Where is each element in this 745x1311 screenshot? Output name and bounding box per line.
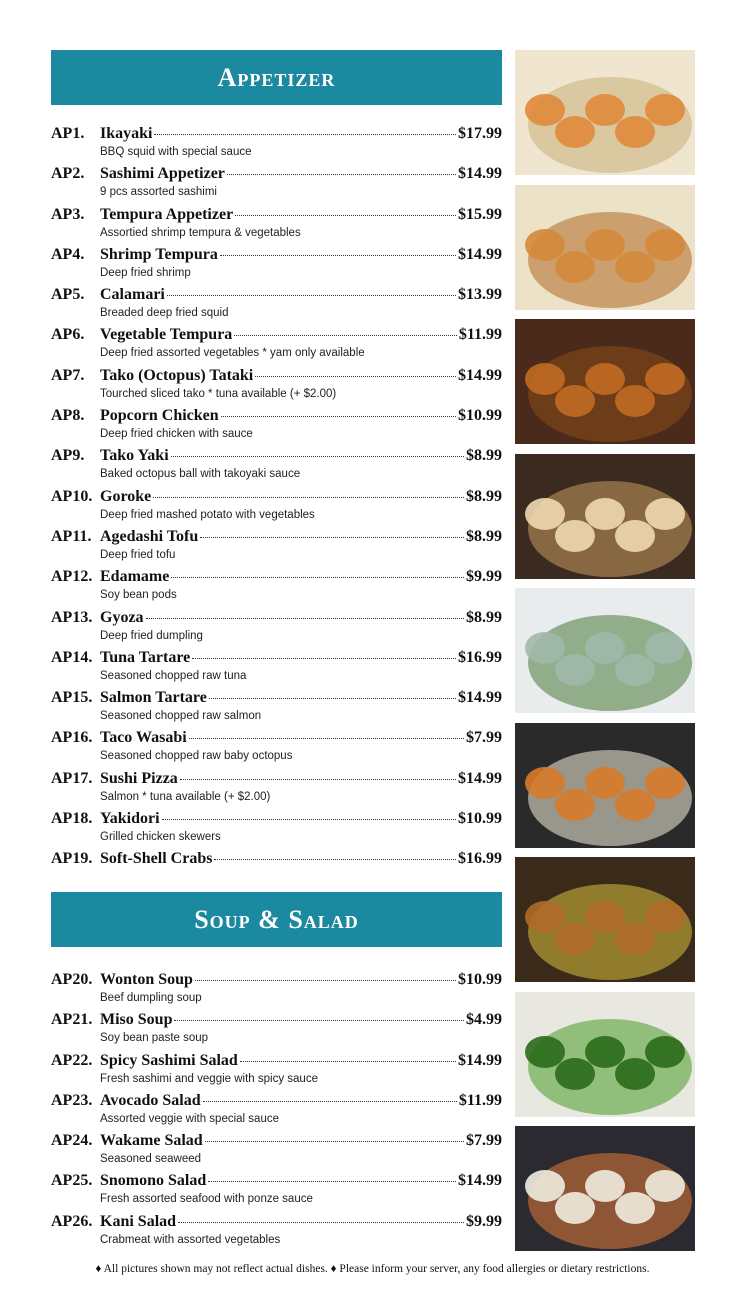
item-name: Edamame [100,568,170,586]
item-price: $8.99 [466,487,502,505]
menu-item-line [51,1212,502,1232]
item-name: Sushi Pizza [100,769,178,787]
menu-item-line [51,1131,502,1151]
item-description: Seasoned chopped raw baby octopus [100,750,293,763]
section-title-soup-salad: Soup & Salad [194,904,359,934]
dot-leader [205,1140,464,1142]
menu-item [51,1171,502,1211]
menu-item-line [51,366,502,386]
item-description: BBQ squid with special sauce [100,146,252,158]
appetizer-list [51,124,502,890]
menu-item [51,567,502,607]
item-price: $15.99 [458,205,502,223]
item-code: AP23. [51,1091,93,1109]
dot-leader [171,576,464,578]
item-description: Fresh sashimi and veggie with spicy sauce [100,1072,318,1085]
menu-item [51,809,502,849]
item-code: AP18. [51,810,93,828]
dot-leader [167,294,456,296]
item-price: $7.99 [466,729,502,747]
item-price: $14.99 [458,245,502,263]
item-price: $14.99 [458,769,502,787]
dot-leader [153,496,464,498]
item-code: AP12. [51,568,93,586]
item-price: $8.99 [466,608,502,626]
item-code: AP21. [51,1011,93,1029]
octopus-salad-photo-icon [515,588,695,713]
item-name: Soft-Shell Crabs [100,850,213,868]
dot-leader [209,697,456,699]
item-name: Salmon Tartare [100,689,207,707]
dot-leader [208,1180,456,1182]
item-name: Popcorn Chicken [100,407,219,425]
menu-item-line [51,406,502,426]
menu-item-line [51,567,502,587]
footer-note: ♦ All pictures shown may not reflect actual dishes. ♦ Please inform your server, any food allergies or dietary restrictions. [95,1263,650,1275]
menu-item-line [51,1171,502,1191]
menu-item [51,366,502,406]
menu-item [51,849,502,889]
item-code: AP3. [51,205,85,223]
dot-leader [200,536,464,538]
item-code: AP22. [51,1051,93,1069]
item-description: Seasoned seaweed [100,1153,202,1166]
soup-salad-list [51,970,502,1252]
dot-leader [171,455,464,457]
item-name: Tempura Appetizer [100,205,234,223]
item-name: Avocado Salad [100,1091,201,1109]
dot-leader [178,1221,464,1223]
dot-leader [174,1019,464,1021]
item-code: AP11. [51,527,92,545]
dot-leader [220,254,456,256]
item-price: $8.99 [466,527,502,545]
item-description: Beef dumpling soup [100,992,202,1004]
menu-item [51,124,502,164]
item-code: AP9. [51,447,85,465]
menu-item [51,205,502,245]
item-code: AP26. [51,1212,93,1230]
item-description: Assortied shrimp tempura & vegetables [100,226,301,239]
item-description: Breaded deep fried squid [100,307,229,320]
item-name: Ikayaki [100,125,153,142]
dot-leader [235,214,456,216]
item-price: $14.99 [458,689,502,707]
item-code: AP10. [51,487,93,505]
item-code: AP25. [51,1172,93,1190]
item-price: $14.99 [458,165,502,183]
menu-item [51,1091,502,1131]
item-description: Baked octopus ball with takoyaki sauce [100,468,301,481]
section-title-appetizer: Appetizer [217,62,336,92]
menu-item [51,406,502,446]
item-price: $11.99 [458,1091,502,1109]
dot-leader [154,133,456,135]
menu-item [51,487,502,527]
menu-item-line [51,446,502,466]
item-price: $9.99 [466,1212,502,1230]
menu-item [51,164,502,204]
item-price: $4.99 [466,1011,502,1029]
menu-item-line [51,124,502,144]
item-code: AP24. [51,1132,93,1150]
item-code: AP2. [51,165,85,183]
menu-item-line [51,285,502,305]
dot-leader [221,415,456,417]
item-code: AP4. [51,245,85,263]
item-price: $14.99 [458,1051,502,1069]
item-name: Sashimi Appetizer [100,165,225,183]
menu-item-line [51,1091,502,1111]
dot-leader [240,1060,456,1062]
dot-leader [234,334,457,336]
menu-item-line [51,648,502,668]
item-code: AP1. [51,125,85,142]
appetizer-banner [51,50,502,105]
menu-item [51,1010,502,1050]
item-code: AP15. [51,689,93,707]
item-name: Agedashi Tofu [100,527,199,545]
item-description: Deep fried assorted vegetables * yam only available [100,347,365,360]
item-description: Deep fried dumpling [100,629,203,642]
menu-item-line [51,728,502,748]
item-name: Taco Wasabi [100,729,187,747]
item-price: $11.99 [458,326,502,344]
chicken-skewer-photo-icon [515,857,695,982]
item-code: AP17. [51,769,93,787]
gyoza-photo-icon [515,454,695,579]
menu-item-line [51,164,502,184]
menu-item-line [51,325,502,345]
menu-item-line [51,487,502,507]
item-code: AP7. [51,366,85,384]
dot-leader [227,173,456,175]
item-description: Soy bean pods [100,589,177,602]
menu-item [51,608,502,648]
tempura-photo-icon [515,50,695,175]
menu-item-line [51,849,502,869]
menu-item-line [51,809,502,829]
menu-item-line [51,608,502,628]
item-description: Crabmeat with assorted vegetables [100,1233,281,1246]
item-price: $8.99 [466,447,502,465]
item-description: 9 pcs assorted sashimi [100,186,217,199]
item-name: Wakame Salad [100,1132,203,1150]
menu-item [51,970,502,1010]
menu-item-line [51,769,502,789]
menu-item [51,648,502,688]
item-code: AP16. [51,729,93,747]
item-code: AP14. [51,648,93,666]
item-code: AP6. [51,326,85,344]
item-code: AP13. [51,608,93,626]
item-description: Assorted veggie with special sauce [100,1112,279,1125]
menu-item-line [51,205,502,225]
item-name: Calamari [100,286,165,304]
item-description: Fresh assorted seafood with ponze sauce [100,1193,313,1206]
menu-item [51,688,502,728]
soup-salad-banner [51,892,502,947]
item-name: Tako (Octopus) Tataki [100,366,254,384]
item-price: $14.99 [458,366,502,384]
menu-item [51,728,502,768]
dot-leader [162,818,456,820]
item-description: Deep fried mashed potato with vegetables [100,508,315,521]
menu-item [51,1131,502,1171]
item-code: AP19. [51,850,93,868]
item-name: Vegetable Tempura [100,326,233,344]
dot-leader [146,617,464,619]
item-description: Soy bean paste soup [100,1032,209,1045]
item-description: Grilled chicken skewers [100,831,221,844]
item-code: AP20. [51,971,93,988]
item-description: Seasoned chopped raw salmon [100,710,262,723]
item-price: $14.99 [458,1172,502,1190]
menu-item [51,1051,502,1091]
item-price: $16.99 [458,648,502,666]
item-name: Kani Salad [100,1212,177,1230]
item-price: $7.99 [466,1132,502,1150]
item-price: $9.99 [466,568,502,586]
item-name: Wonton Soup [100,971,193,988]
menu-item-line [51,970,502,990]
dot-leader [214,858,456,860]
item-price: $16.99 [458,850,502,868]
menu-item-line [51,245,502,265]
item-name: Tuna Tartare [100,648,191,666]
dot-leader [180,778,456,780]
fried-cutlet-photo-icon [515,723,695,848]
item-name: Shrimp Tempura [100,245,218,263]
item-code: AP8. [51,407,85,425]
seaweed-salad-photo-icon [515,992,695,1117]
menu-item [51,325,502,365]
menu-item-line [51,688,502,708]
item-price: $10.99 [458,810,502,828]
item-name: Gyoza [100,608,144,626]
item-description: Salmon * tuna available (+ $2.00) [100,790,271,803]
menu-item-line [51,527,502,547]
item-price: $10.99 [458,407,502,425]
item-description: Deep fried tofu [100,548,176,561]
kani-salad-photo-icon [515,1126,695,1251]
menu-item [51,285,502,325]
item-description: Deep fried chicken with sauce [100,428,253,441]
menu-item [51,245,502,285]
dot-leader [195,979,456,981]
dot-leader [189,737,464,739]
item-name: Goroke [100,487,152,505]
menu-item [51,769,502,809]
item-code: AP5. [51,286,85,304]
goroke-photo-icon [515,319,695,444]
item-name: Spicy Sashimi Salad [100,1051,238,1069]
menu-item [51,1212,502,1252]
dot-leader [203,1100,457,1102]
menu-item [51,446,502,486]
menu-item-line [51,1051,502,1071]
item-name: Snomono Salad [100,1172,207,1190]
item-price: $10.99 [458,971,502,988]
dot-leader [192,657,456,659]
item-price: $13.99 [458,286,502,304]
dot-leader [255,375,456,377]
item-name: Tako Yaki [100,447,169,465]
item-name: Miso Soup [100,1011,173,1029]
menu-item-line [51,1010,502,1030]
item-name: Yakidori [100,810,160,828]
item-description: Seasoned chopped raw tuna [100,669,247,682]
item-description: Deep fried shrimp [100,266,191,279]
item-price: $17.99 [458,125,502,142]
item-description: Tourched sliced tako * tuna available (+ $2.00) [100,387,337,400]
calamari-photo-icon [515,185,695,310]
menu-item [51,527,502,567]
